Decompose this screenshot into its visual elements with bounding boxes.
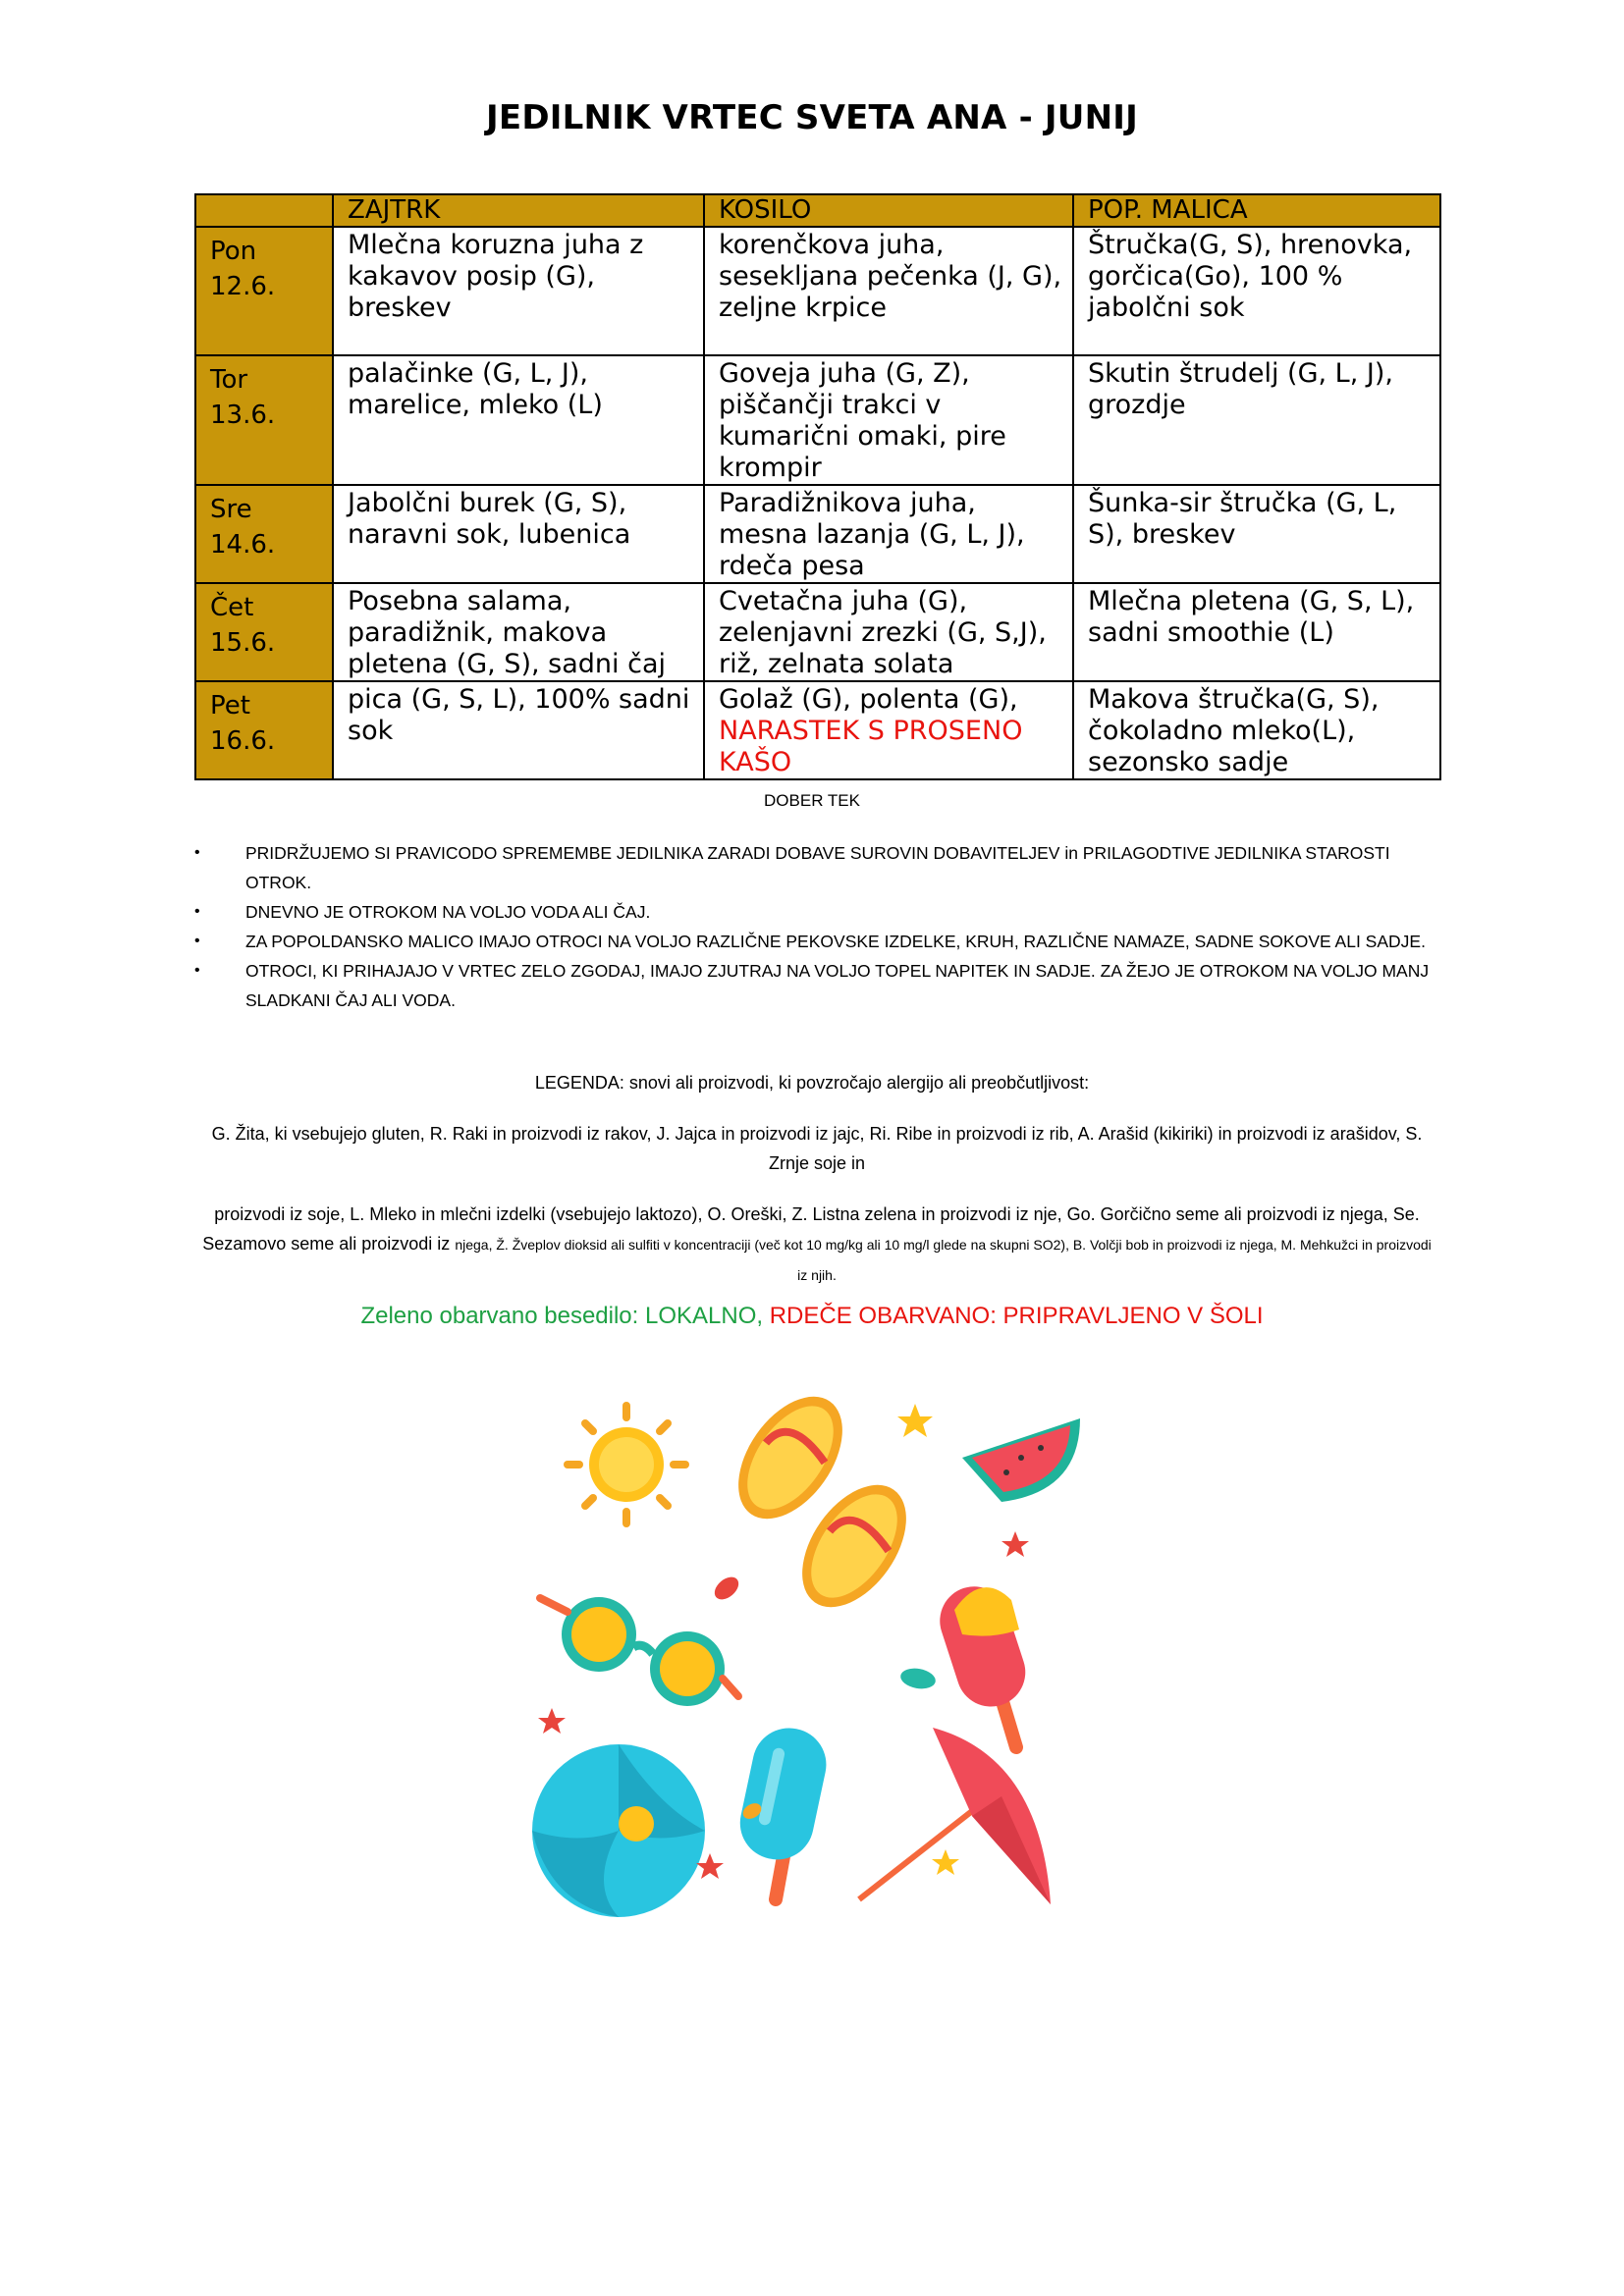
menu-table (194, 193, 1441, 780)
zajtrk-cell: palačinke (G, L, J), marelice, mleko (L) (333, 355, 704, 485)
watermelon-icon (962, 1418, 1080, 1502)
day-cell (195, 355, 333, 485)
kosilo-cell: korenčkova juha, sesekljana pečenka (J, G), zeljne krpice (704, 227, 1073, 355)
notes-list (194, 838, 1443, 1015)
zajtrk-cell: Jabolčni burek (G, S), naravni sok, lubenica (333, 485, 704, 583)
legend-title: LEGENDA: snovi ali proizvodi, ki povzročajo alergijo ali preobčutljivost: (534, 1073, 1090, 1093)
list-item: • OTROCI, KI PRIHAJAJO V VRTEC ZELO ZGODAJ, IMAJO ZJUTRAJ NA VOLJO TOPEL NAPITEK IN SADJE. ZA ŽEJO JE OTROKOM NA VOLJO MANJ SLADKANI ČAJ ALI VODA. (245, 956, 1443, 1015)
day-name: Pet (210, 691, 250, 721)
header-zajtrk: ZAJTRK (333, 194, 704, 227)
kosilo-cell: Golaž (G), polenta (G), NARASTEK S PROSENO KAŠO (704, 681, 1073, 779)
red-legend-text: RDEČE OBARVANO: PRIPRAVLJENO V ŠOLI (769, 1303, 1264, 1329)
list-item: • ZA POPOLDANSKO MALICO IMAJO OTROCI NA VOLJO RAZLIČNE PEKOVSKE IZDELKE, KRUH, RAZLIČNE NAMAZE, SADNE SOKOVE ALI SADJE. (245, 927, 1443, 956)
day-name: Sre (210, 495, 252, 524)
day-date: 16.6. (210, 726, 276, 756)
kosilo-cell: Goveja juha (G, Z), piščančji trakci v kumarični omaki, pire krompir (704, 355, 1073, 485)
malica-cell: Skutin štrudelj (G, L, J), grozdje (1073, 355, 1440, 485)
table-row (195, 227, 1440, 355)
day-name: Tor (210, 365, 248, 395)
header-day (195, 194, 333, 227)
bullet-icon: • (194, 933, 200, 949)
list-item: • PRIDRŽUJEMO SI PRAVICODO SPREMEMBE JEDILNIKA ZARADI DOBAVE SUROVIN DOBAVITELJEV in PRILAGODTIVE JEDILNIKA STAROSTI OTROK. (245, 838, 1443, 897)
day-date: 15.6. (210, 628, 276, 658)
day-cell (195, 583, 333, 681)
sunglasses-icon (540, 1597, 738, 1706)
kosilo-cell: Cvetačna juha (G), zelenjavni zrezki (G, S,J), riž, zelnata solata (704, 583, 1073, 681)
malica-cell: Makova štručka(G, S), čokoladno mleko(L), sezonsko sadje (1073, 681, 1440, 779)
table-row (195, 355, 1440, 485)
table-row (195, 583, 1440, 681)
table-row (195, 485, 1440, 583)
bullet-icon: • (194, 844, 200, 861)
day-date: 13.6. (210, 400, 276, 430)
beach-ball-icon (532, 1744, 705, 1917)
bullet-icon: • (194, 903, 200, 920)
kosilo-cell: Paradižnikova juha, mesna lazanja (G, L, J), rdeča pesa (704, 485, 1073, 583)
zajtrk-cell: Mlečna koruzna juha z kakavov posip (G), breskev (333, 227, 704, 355)
list-item: • DNEVNO JE OTROKOM NA VOLJO VODA ALI ČAJ. (245, 897, 1443, 927)
umbrella-icon (859, 1728, 1051, 1904)
bullet-icon: • (194, 962, 200, 979)
legend-text-1: G. Žita, ki vsebujejo gluten, R. Raki in proizvodi iz rakov, J. Jajca in proizvodi iz jajc, Ri. Ribe in proizvodi iz rib, A. Arašid (kikiriki) in proizvodi iz arašidov, S. Zrnje soje in (211, 1124, 1423, 1173)
table-row (195, 681, 1440, 779)
zajtrk-cell: Posebna salama, paradižnik, makova pletena (G, S), sadni čaj (333, 583, 704, 681)
flip-flop-icon (717, 1384, 927, 1626)
table-header-row (195, 194, 1440, 227)
page-title: JEDILNIK VRTEC SVETA ANA - JUNIJ (486, 98, 1138, 137)
day-cell (195, 227, 333, 355)
summer-illustration (530, 1384, 1100, 1953)
day-date: 12.6. (210, 272, 276, 301)
malica-cell: Štručka(G, S), hrenovka, gorčica(Go), 100 % jabolčni sok (1073, 227, 1440, 355)
header-malica: POP. MALICA (1073, 194, 1440, 227)
green-legend-text: Zeleno obarvano besedilo: LOKALNO, (360, 1303, 764, 1329)
header-kosilo: KOSILO (704, 194, 1073, 227)
day-cell (195, 485, 333, 583)
popsicle-icon (931, 1577, 1034, 1747)
day-cell (195, 681, 333, 779)
color-legend (0, 1303, 1624, 1330)
sun-icon (568, 1406, 685, 1523)
day-name: Čet (210, 593, 254, 622)
day-name: Pon (210, 237, 257, 266)
malica-cell: Mlečna pletena (G, S, L), sadni smoothie (L) (1073, 583, 1440, 681)
leaf-icon (710, 1573, 937, 1822)
legend-text-2: proizvodi iz soje, L. Mleko in mlečni izdelki (vsebujejo laktozo), O. Oreški, Z. Listna zelena in proizvodi iz nje, Go. Gorčično seme ali proizvodi iz njega, Se. Sezamovo seme ali proizvodi iz njega, Ž. Žveplov dioksid ali sulfiti v koncentraciji (več kot 10 mg/kg ali 10 mg/l glede na skupni SO2), B. Volčji bob in proizvodi iz njega, M. Mehkužci in proizvodi iz njih. (202, 1204, 1432, 1283)
caption-dober-tek: DOBER TEK (764, 791, 860, 810)
zajtrk-cell: pica (G, S, L), 100% sadni sok (333, 681, 704, 779)
day-date: 14.6. (210, 530, 276, 560)
kosilo-red-text: NARASTEK S PROSENO KAŠO (719, 716, 1023, 777)
malica-cell: Šunka-sir štručka (G, L, S), breskev (1073, 485, 1440, 583)
